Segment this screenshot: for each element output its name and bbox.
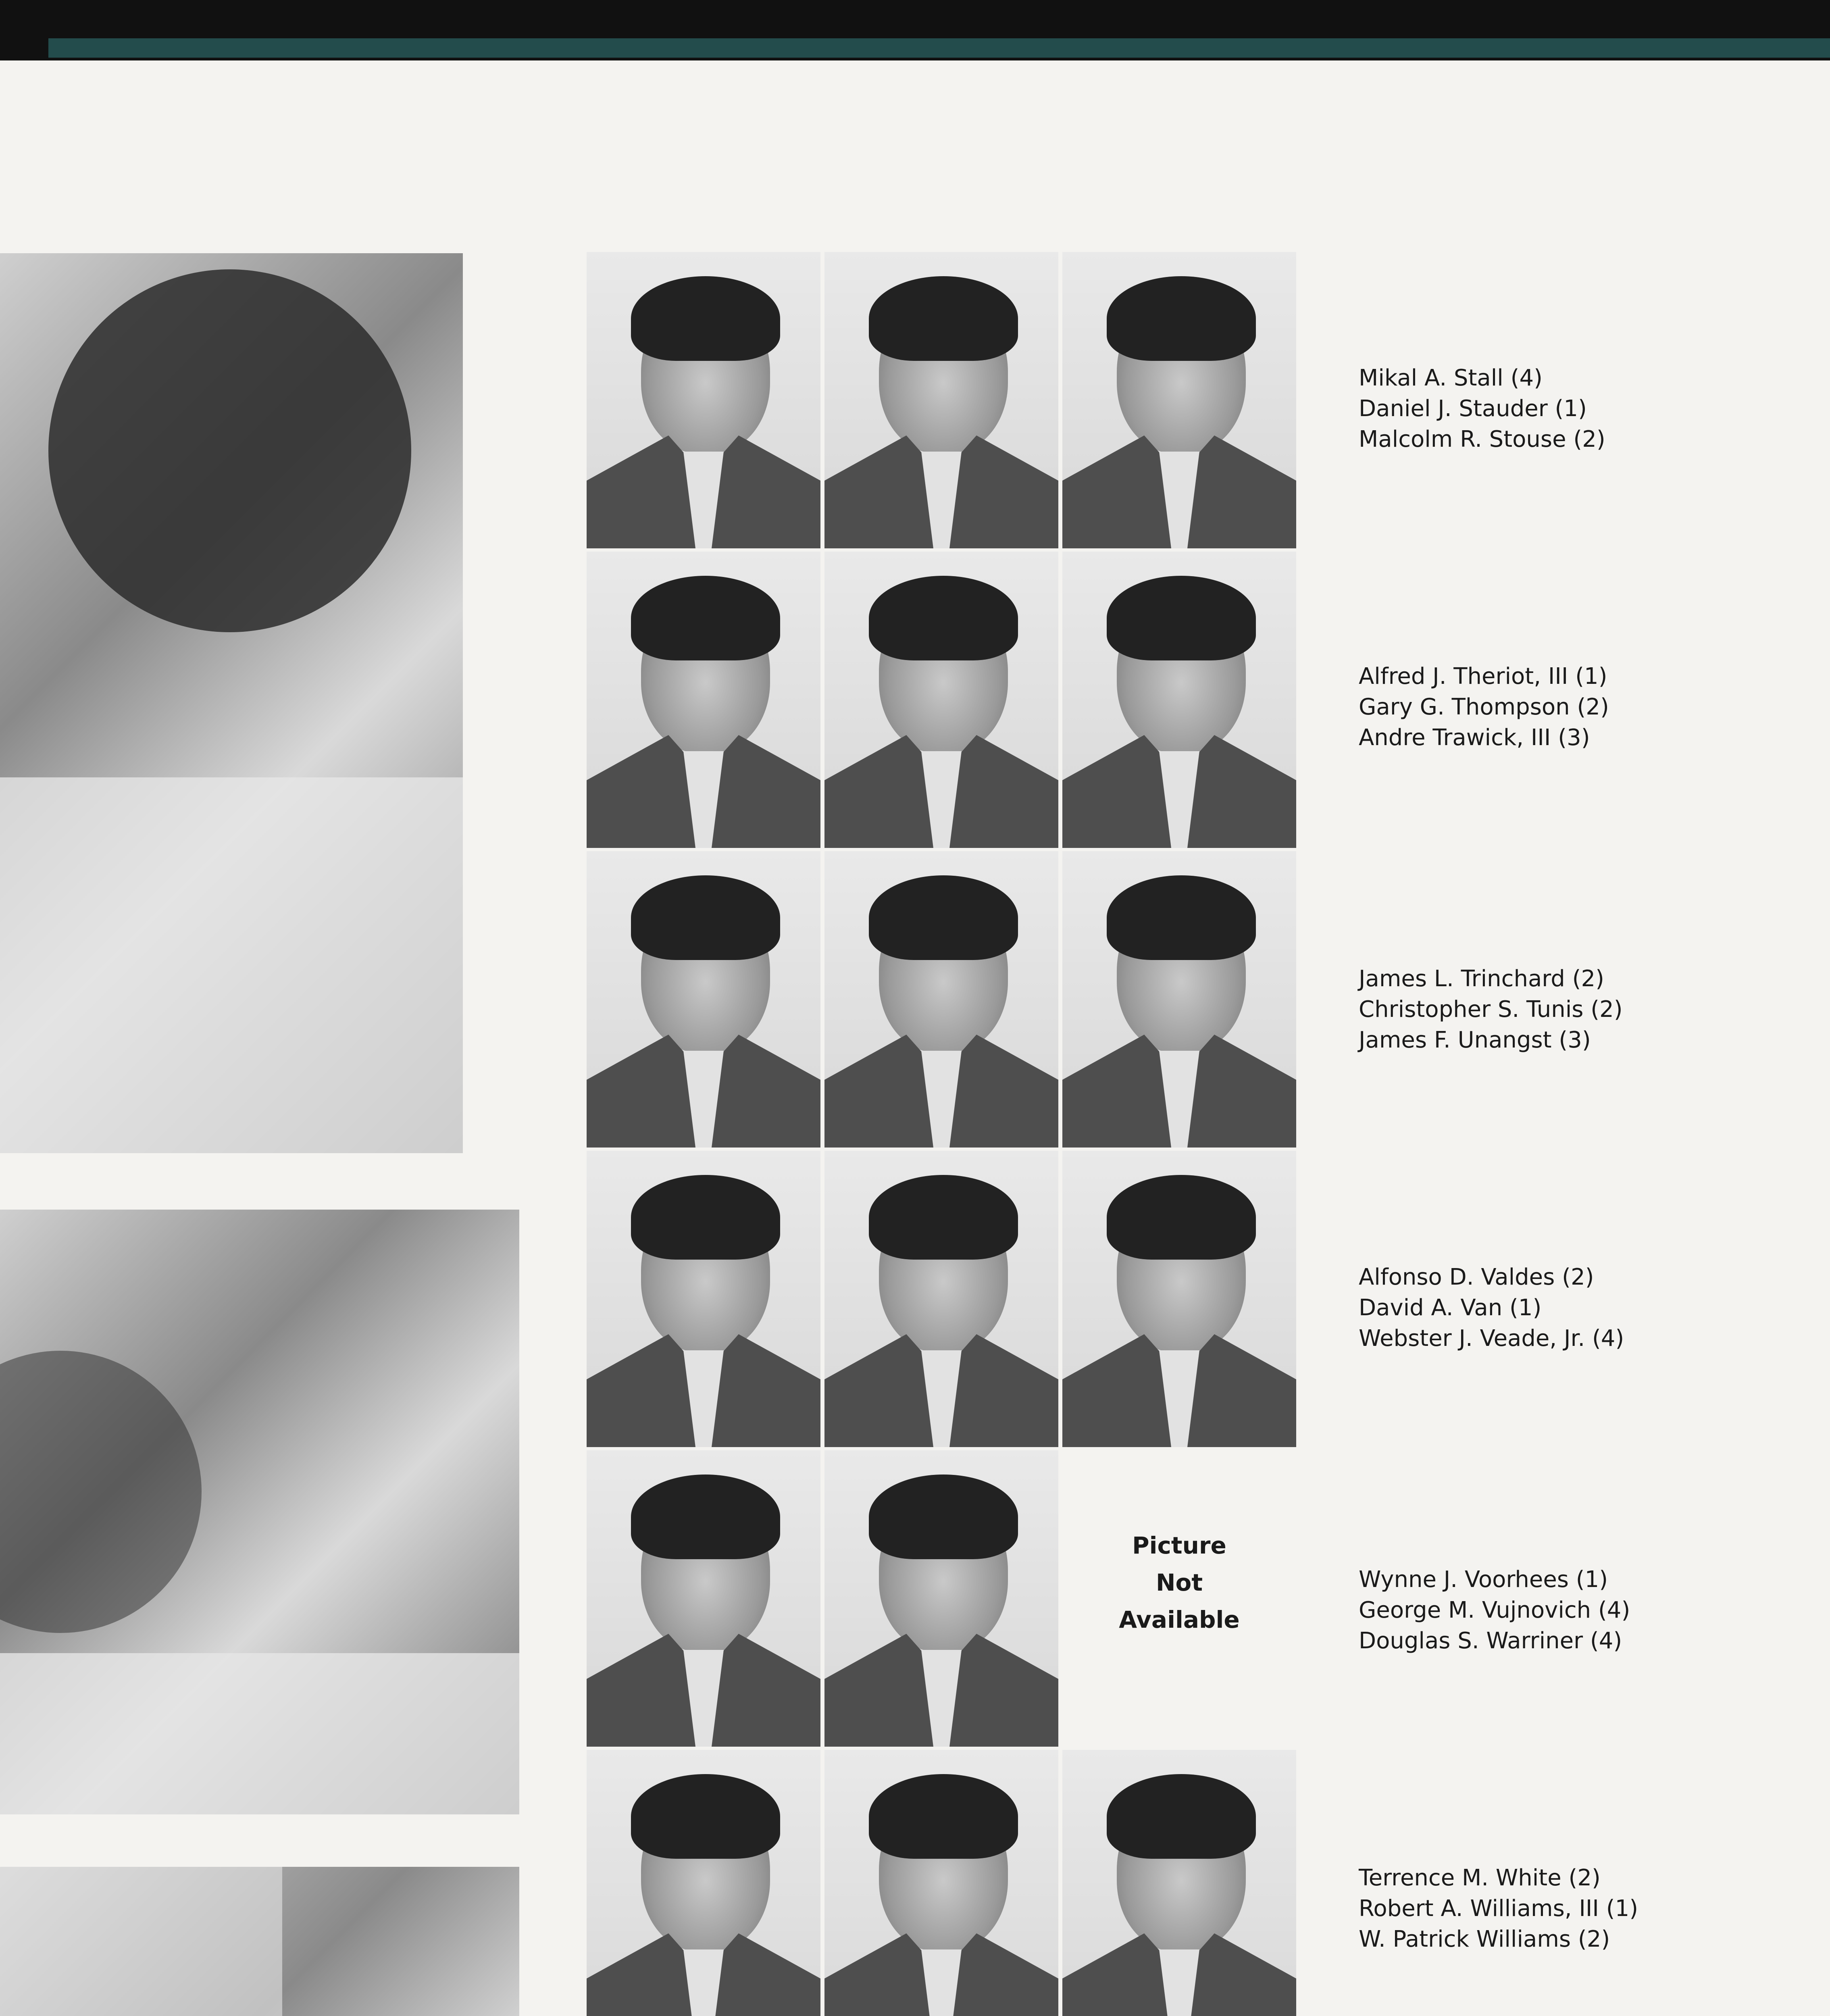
- student-name: W. Patrick Williams (2): [1359, 1926, 1610, 1952]
- student-portrait: [824, 1450, 1058, 1747]
- student-portrait: [1062, 1151, 1296, 1447]
- name-block-row-5: [1359, 1564, 1722, 1656]
- student-name: Daniel J. Stauder (1): [1359, 396, 1587, 422]
- student-portrait: [587, 851, 820, 1148]
- student-portrait: [824, 1151, 1058, 1447]
- student-portrait: [1062, 252, 1296, 548]
- student-name: James L. Trinchard (2): [1359, 966, 1604, 992]
- student-portrait: [1062, 552, 1296, 848]
- student-portrait: [824, 552, 1058, 848]
- student-portrait: [824, 851, 1058, 1148]
- name-block-row-3: [1359, 964, 1722, 1056]
- student-name: Robert A. Williams, III (1): [1359, 1895, 1638, 1922]
- student-name: Christopher S. Tunis (2): [1359, 996, 1623, 1023]
- picture-not-available-placeholder: [1062, 1450, 1296, 1747]
- student-portrait: [587, 1450, 820, 1747]
- student-portrait: [587, 1750, 820, 2016]
- student-name: Douglas S. Warriner (4): [1359, 1628, 1622, 1654]
- candid-photo-students-writing: [0, 1867, 519, 2016]
- student-name: Mikal A. Stall (4): [1359, 365, 1543, 391]
- name-block-row-4: [1359, 1262, 1722, 1354]
- student-name: Wynne J. Voorhees (1): [1359, 1566, 1608, 1593]
- placeholder-line2: Not: [1155, 1569, 1203, 1596]
- candid-photo-student-writing: [0, 253, 463, 1153]
- student-name: Alfred J. Theriot, III (1): [1359, 663, 1607, 689]
- student-portrait: [1062, 851, 1296, 1148]
- student-portrait: [1062, 1750, 1296, 2016]
- placeholder-line1: Picture: [1132, 1532, 1226, 1559]
- name-block-row-6: [1359, 1863, 1722, 1955]
- student-name: Webster J. Veade, Jr. (4): [1359, 1325, 1624, 1352]
- student-name: Malcolm R. Stouse (2): [1359, 426, 1605, 452]
- candid-photo-student-at-desk: [0, 1210, 519, 1814]
- student-portrait: [587, 252, 820, 548]
- student-name: Alfonso D. Valdes (2): [1359, 1264, 1594, 1290]
- student-portrait: [824, 252, 1058, 548]
- page-edge-top: [0, 0, 1830, 60]
- student-portrait: [587, 552, 820, 848]
- student-name: George M. Vujnovich (4): [1359, 1597, 1630, 1623]
- placeholder-line3: Available: [1119, 1606, 1240, 1633]
- student-name: David A. Van (1): [1359, 1295, 1542, 1321]
- name-block-row-1: [1359, 363, 1722, 455]
- student-name: Terrence M. White (2): [1359, 1865, 1601, 1891]
- placeholder-text: [1062, 1527, 1296, 1638]
- student-name: James F. Unangst (3): [1359, 1027, 1591, 1053]
- student-portrait: [824, 1750, 1058, 2016]
- student-name: Andre Trawick, III (3): [1359, 725, 1590, 751]
- name-block-row-2: [1359, 661, 1722, 753]
- student-portrait: [587, 1151, 820, 1447]
- student-name: Gary G. Thompson (2): [1359, 694, 1609, 720]
